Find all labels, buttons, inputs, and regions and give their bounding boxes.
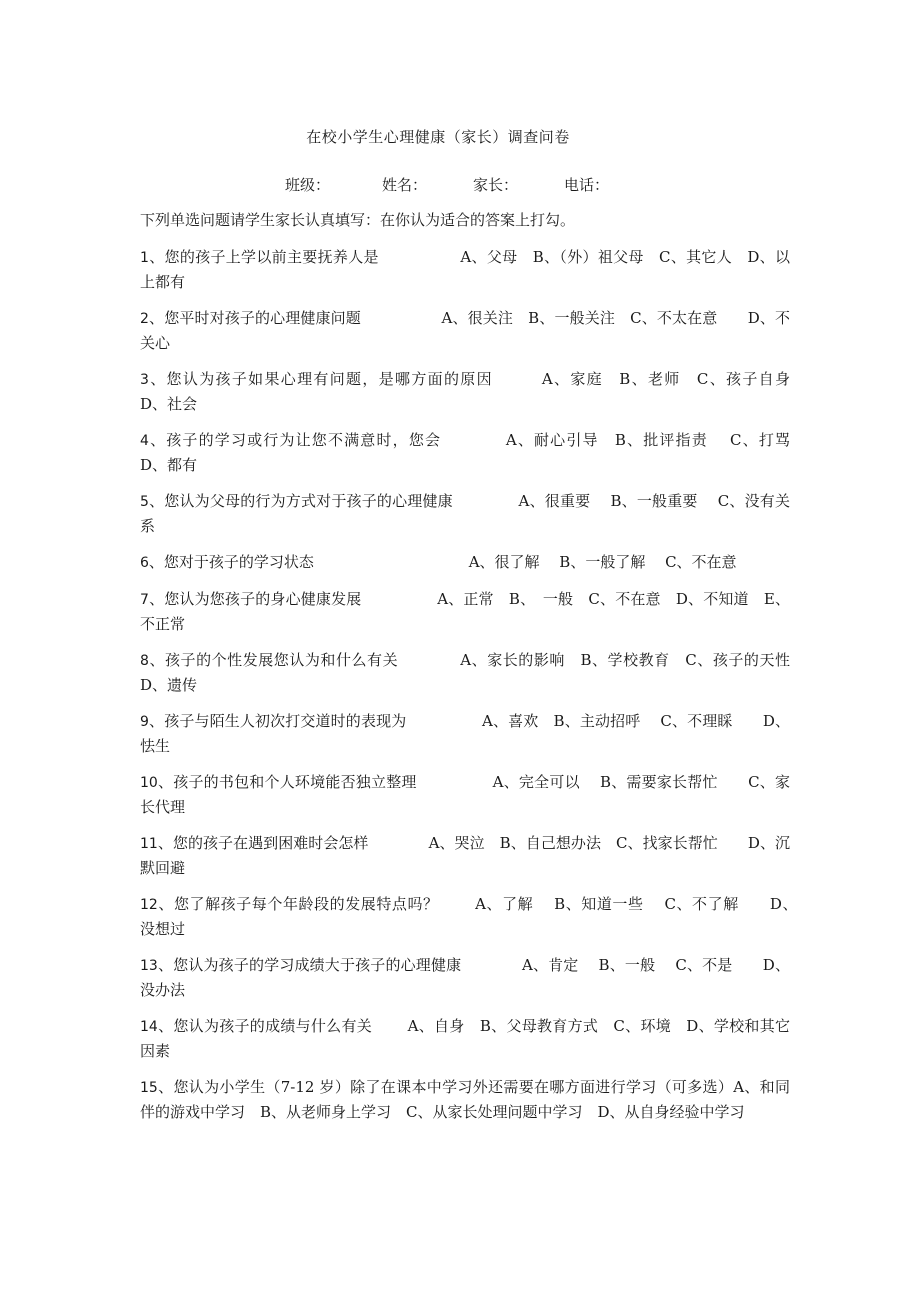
question-item (140, 245, 790, 294)
question-item (140, 892, 806, 941)
name-field-label: 姓名： (382, 176, 428, 194)
question-item (140, 1014, 790, 1063)
question-number: 6 (140, 555, 149, 571)
question-item (140, 587, 790, 636)
question-number: 7 (140, 592, 149, 608)
question-item (140, 770, 790, 819)
question-text: 、您认为小学生（7-12 岁）除了在课本中学习外还需要在哪方面进行学习（可多选）A、和同伴的游戏中学习 B、从老师身上学习 C、从家长处理问题中学习 D、从自身经验中学习 (140, 1078, 790, 1121)
question-number: 3 (140, 372, 149, 388)
question-item (140, 306, 790, 355)
question-number: 5 (140, 494, 149, 510)
question-item (140, 367, 821, 416)
question-list (140, 245, 821, 1136)
question-item (140, 648, 806, 697)
question-text: 、您了解孩子每个年龄段的发展特点吗？ A、了解 B、知道一些 C、不了解 D、 没想过 (140, 895, 806, 938)
question-item (140, 709, 790, 758)
question-item (140, 953, 790, 1002)
question-text: 、您的孩子上学以前主要抚养人是 A、父母 B、（外）祖父母 C、其它人 D、以上都有 (140, 248, 790, 291)
question-item (140, 550, 790, 575)
question-text: 、您认为父母的行为方式对于孩子的心理健康 A、很重要 B、一般重要 C、没有关系 (140, 492, 790, 535)
parent-field-label: 家长： (473, 176, 519, 194)
question-text: 、孩子的书包和个人环境能否独立整理 A、完全可以 B、需要家长帮忙 C、家长代理 (140, 773, 790, 816)
question-item (140, 1075, 790, 1124)
question-number: 9 (140, 714, 149, 730)
info-fields (285, 174, 609, 195)
question-number: 11 (140, 836, 158, 852)
question-text: 、您认为孩子的学习成绩大于孩子的心理健康 A、肯定 B、一般 C、不是 D、没办法 (140, 956, 790, 999)
class-field-label: 班级： (285, 176, 331, 194)
question-text: 、孩子的个性发展您认为和什么有关 A、家长的影响 B、学校教育 C、孩子的天性 D、遗传 (140, 651, 806, 694)
question-item (140, 428, 821, 477)
question-text: 、孩子与陌生人初次打交道时的表现为 A、喜欢 B、主动招呼 C、不理睬 D、怯生 (140, 712, 790, 755)
question-number: 1 (140, 250, 149, 266)
question-text: 、您认为您孩子的身心健康发展 A、正常 B、 一般 C、不在意 D、不知道 E、不正常 (140, 590, 790, 633)
question-number: 4 (140, 433, 149, 449)
question-item (140, 489, 790, 538)
question-text: 、您认为孩子的成绩与什么有关 A、自身 B、父母教育方式 C、环境 D、学校和其它因素 (140, 1017, 790, 1060)
question-item (140, 831, 790, 880)
question-number: 14 (140, 1019, 158, 1035)
question-number: 15 (140, 1080, 158, 1096)
phone-field-label: 电话： (564, 176, 610, 194)
question-number: 13 (140, 958, 158, 974)
question-text: 、您认为孩子如果心理有问题，是哪方面的原因 A、家庭 B、老师 C、孩子自身 D、社会 (140, 370, 821, 413)
question-number: 8 (140, 653, 149, 669)
question-text: 、您平时对孩子的心理健康问题 A、很关注 B、一般关注 C、不太在意 D、不关心 (140, 309, 790, 352)
question-number: 12 (140, 897, 158, 913)
document-title: 在校小学生心理健康（家长）调查问卷 (306, 128, 570, 146)
question-number: 2 (140, 311, 149, 327)
question-text: 、您的孩子在遇到困难时会怎样 A、哭泣 B、自己想办法 C、找家长帮忙 D、沉默回避 (140, 834, 790, 877)
question-number: 10 (140, 775, 158, 791)
question-text: 、您对于孩子的学习状态 A、很了解 B、一般了解 C、不在意 (148, 553, 737, 571)
question-text: 、孩子的学习或行为让您不满意时，您会 A、耐心引导 B、批评指责 C、打骂 D、都有 (140, 431, 821, 474)
instruction-text: 下列单选问题请学生家长认真填写：在你认为适合的答案上打勾。 (140, 211, 576, 229)
